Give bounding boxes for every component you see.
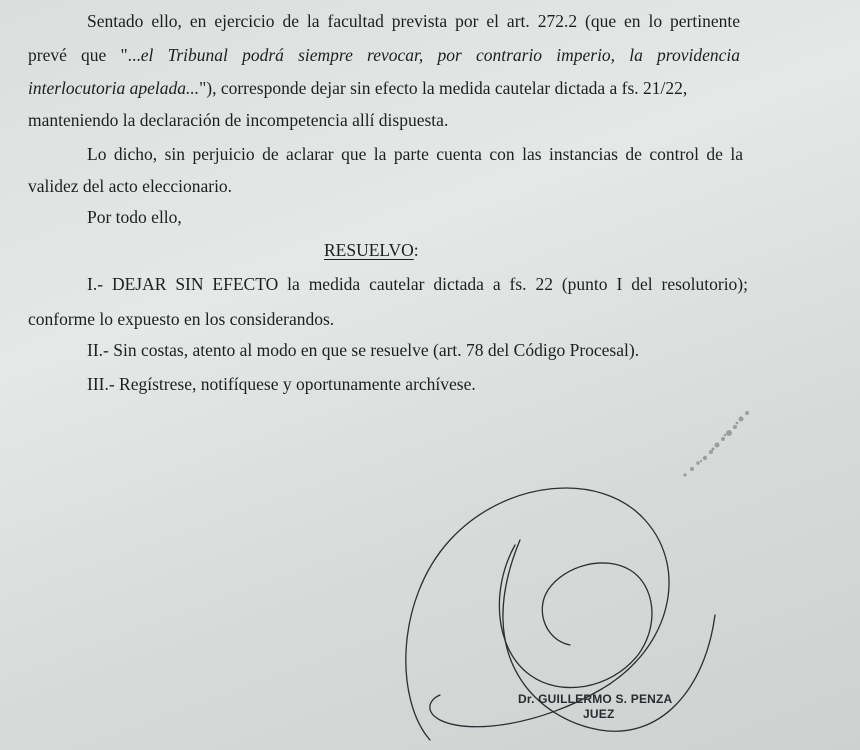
paragraph-2-line-1: Lo dicho, sin perjuicio de aclarar que la parte cuenta con las instancias de control de la (87, 144, 743, 164)
ink-smudge (665, 405, 765, 485)
paragraph-1-line-1: Sentado ello, en ejercicio de la facultad prevista por el art. 272.2 (que en lo pertinente (87, 11, 740, 31)
item-3: III.- Regístrese, notifíquese y oportunamente archívese. (87, 374, 476, 394)
resolution-heading-word: RESUELVO (324, 240, 414, 260)
resolution-heading-colon: : (413, 240, 419, 260)
paragraph-1-line-3 (28, 77, 740, 99)
item-1-rest: la medida cautelar dictada a fs. 22 (punto I del resolutorio); (278, 274, 748, 294)
item-1-line-1 (87, 273, 748, 295)
item-2: II.- Sin costas, atento al modo en que se resuelve (art. 78 del Código Procesal). (87, 340, 640, 360)
stamp-title: JUEZ (583, 707, 615, 721)
paragraph-1-line-4: manteniendo la declaración de incompetencia allí dispuesta. (28, 110, 449, 130)
paragraph-2-line-2: validez del acto eleccionario. (28, 176, 233, 196)
closing-phrase: Por todo ello, (87, 207, 182, 227)
item-1-number: I.- (87, 274, 112, 294)
paragraph-1-line-2 (28, 44, 740, 66)
paragraph-1-line-2-prefix: prevé que "... (28, 45, 141, 65)
quoted-text: el Tribunal podrá siempre revocar, por contrario imperio, la providencia (140, 45, 740, 65)
resolution-heading (324, 239, 419, 261)
item-1-line-2: conforme lo expuesto en los considerandos. (28, 309, 335, 329)
stamp-name: Dr. GUILLERMO S. PENZA (518, 692, 673, 706)
quoted-text-end: interlocutoria apelada... (28, 78, 200, 98)
signature-inner-loop (499, 545, 652, 688)
paragraph-1-line-3-rest: "), corresponde dejar sin efecto la medida cautelar dictada a fs. 21/22, (199, 78, 688, 98)
item-1-bold: DEJAR SIN EFECTO (111, 274, 279, 294)
